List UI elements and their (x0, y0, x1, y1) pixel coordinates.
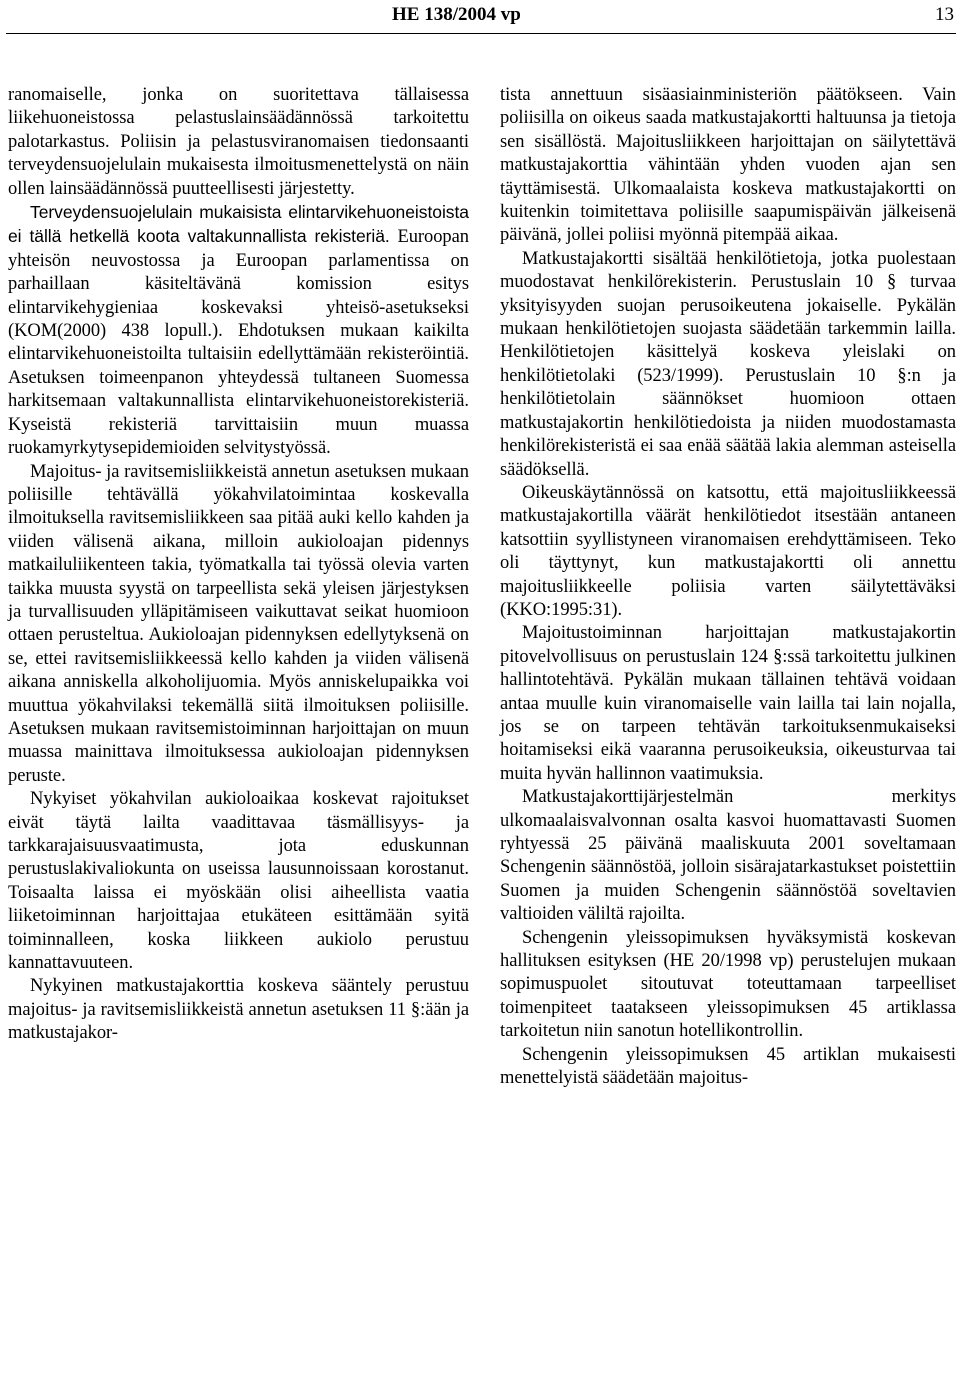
left-paragraph-1: ranomaiselle, jonka on suoritettava tällaisessa liikehuoneistossa pelastuslainsäädännössä tarkoitettu palotarkastus. Poliisin ja pelastusviranomaisen tiedonsaanti terveydensuojelulain mukaisesta ilmoitusmenettelystä on näin ollen lainsäädännössä puutteellisesti järjestetty. (8, 85, 469, 199)
document-identifier: HE 138/2004 vp (392, 4, 521, 25)
left-paragraph-3: Majoitus- ja ravitsemisliikkeistä annetun asetuksen mukaan poliisille tehtävällä yökahvilatoimintaa koskevalla ilmoituksella ravitsemisliikkeen saa pitää auki kello kahden ja viiden välisenä aikana, milloin aukioloajan pidennys matkailuliikenteen takia, työmatkalla tai työssä olevia varten taikka muusta syystä on tarpeellista sekä yleisen järjestyksen ja turvallisuuden ylläpitämiseen vaikuttavat seikat huomioon ottaen perusteltua. Aukioloajan pidennyksen edellytyksenä on se, ettei ravitsemisliikkeessä kello kahden ja viiden välisenä aikana anniskella alkoholijuomia. Myös anniskelupaikka voi muuttua yökahvilaksi tekemällä siitä ilmoituksen poliisille. Asetuksen mukaan ravitsemistoiminnan harjoittajan on muun muassa mainittava ilmoituksessa aukioloajan pidennyksen peruste. (8, 461, 469, 786)
left-paragraph-2-rest: Euroopan yhteisön neuvostossa ja Euroopan parlamentissa on parhaillaan käsiteltävänä komission esitys elintarvikehygieniaa koskevaksi yhteisö-asetukseksi (KOM(2000) 438 lopull.). Ehdotuksen mukaan kaikilta elintarvikehuoneistoilta tultaisiin edellyttämään rekisteröintiä. Asetuksen toimeenpanon yhteydessä tultaneen Suomessa harkitsemaan valtakunnallista elintarvikehuoneistorekisteriä. Kyseistä rekisteriä tarvittaisiin muun muassa ruokamyrkytysepidemioiden selvitystyössä. (8, 227, 469, 459)
left-paragraph-2-sans-lead: Terveydensuojelulain mukaisista elintarvikehuoneistoista ei tällä hetkellä koota valtakunnallista rekisteriä. (8, 202, 469, 247)
left-column (8, 84, 469, 1046)
right-paragraph-6: Schengenin yleissopimuksen hyväksymistä koskevan hallituksen esityksen (HE 20/1998 vp) perustelujen mukaan sopimuspuolet sitoutuvat toteuttamaan tarpeelliset toimenpiteet taatakseen yleissopimuksen 45 artiklassa tarkoitetun niin sanotun hotellikontrollin. (500, 927, 956, 1042)
right-paragraph-5: Matkustajakorttijärjestelmän merkitys ulkomaalaisvalvonnan osalta kasvoi huomattavasti Suomen ryhtyessä 25 päivänä maaliskuuta 2001 soveltamaan Schengenin säännöstöä, jolloin sisärajatarkastukset poistettiin Suomen ja muiden Schengenin säännöstöä soveltavien valtioiden väliltä rajoilta. (500, 787, 956, 925)
page-header (0, 0, 960, 34)
left-paragraph-2 (8, 201, 469, 460)
right-paragraph-1: tista annettuun sisäasiainministeriön päätökseen. Vain poliisilla on oikeus saada matkustajakortti haltuunsa ja tietoja sen sisällöstä. Majoitusliikkeen harjoittajan on säilytettävä matkustajakorttia vähintään yhden vuoden ajan sen täyttämisestä. Ulkomaalaista koskeva matkustajakortti on kuitenkin toimitettava poliisille saapumispäivän jälkeisenä päivänä, jollei poliisi myönnä pitempää aikaa. (500, 85, 956, 246)
right-paragraph-4: Majoitustoiminnan harjoittajan matkustajakortin pitovelvollisuus on perustuslain 124 §:ssä tarkoitettu julkinen hallintotehtävä. Pykälän mukaan tällainen tehtävä voidaan antaa muulle kuin viranomaiselle vain lailla tai lain nojalla, jos se on tarpeen tehtävän tarkoituksenmukaiseksi hoitamiseksi eikä vaaranna perusoikeuksia, oikeusturvaa tai muita hyvän hallinnon vaatimuksia. (500, 623, 956, 784)
right-paragraph-2: Matkustajakortti sisältää henkilötietoja, jotka puolestaan muodostavat henkilörekisterin. Perustuslain 10 § turvaa yksityisyyden suojan perusoikeutena jokaiselle. Pykälän mukaan henkilötietojen suojasta säädetään tarkemmin lailla. Henkilötietojen käsittelyä koskeva yleislaki on henkilötietolaki (523/1999). Perustuslain 10 §:n ja henkilötietolain säännökset huomioon ottaen matkustajakortin henkilötiedoista ja niiden muodostamasta henkilörekisteristä ei saa enää säätää lakia alemman asteisella säädöksellä. (500, 248, 956, 480)
page-number: 13 (935, 4, 954, 25)
right-paragraph-3: Oikeuskäytännössä on katsottu, että majoitusliikkeessä matkustajakortilla väärät henkilötiedot itsestään antaneen katsottiin syyllistyneen viranomaisen erehdyttämiseen. Teko oli täyttynyt, kun matkustajakortti oli annettu majoitusliikkeelle poliisia varten säilytettäväksi (KKO:1995:31). (500, 482, 956, 620)
left-paragraph-5: Nykyinen matkustajakorttia koskeva sääntely perustuu majoitus- ja ravitsemisliikkeistä annetun asetuksen 11 §:ään ja matkustajakor- (8, 976, 469, 1044)
left-paragraph-4: Nykyiset yökahvilan aukioloaikaa koskevat rajoitukset eivät täytä lailta vaadittavaa täsmällisyys- ja tarkkarajaisuusvaatimusta, jota eduskunnan perustuslakivaliokunta on useissa lausunnoissaan korostanut. Toisaalta laissa ei myöskään olisi aiheellista vaatia liiketoiminnan harjoittajaa etukäteen esittämään syitä toiminnalleen, koska liikkeen aukiolo perustuu kannattavuuteen. (8, 789, 469, 974)
right-column (500, 84, 956, 1090)
right-paragraph-7: Schengenin yleissopimuksen 45 artiklan mukaisesti menettelyistä säädetään majoitus- (500, 1044, 956, 1089)
header-divider (6, 33, 956, 34)
